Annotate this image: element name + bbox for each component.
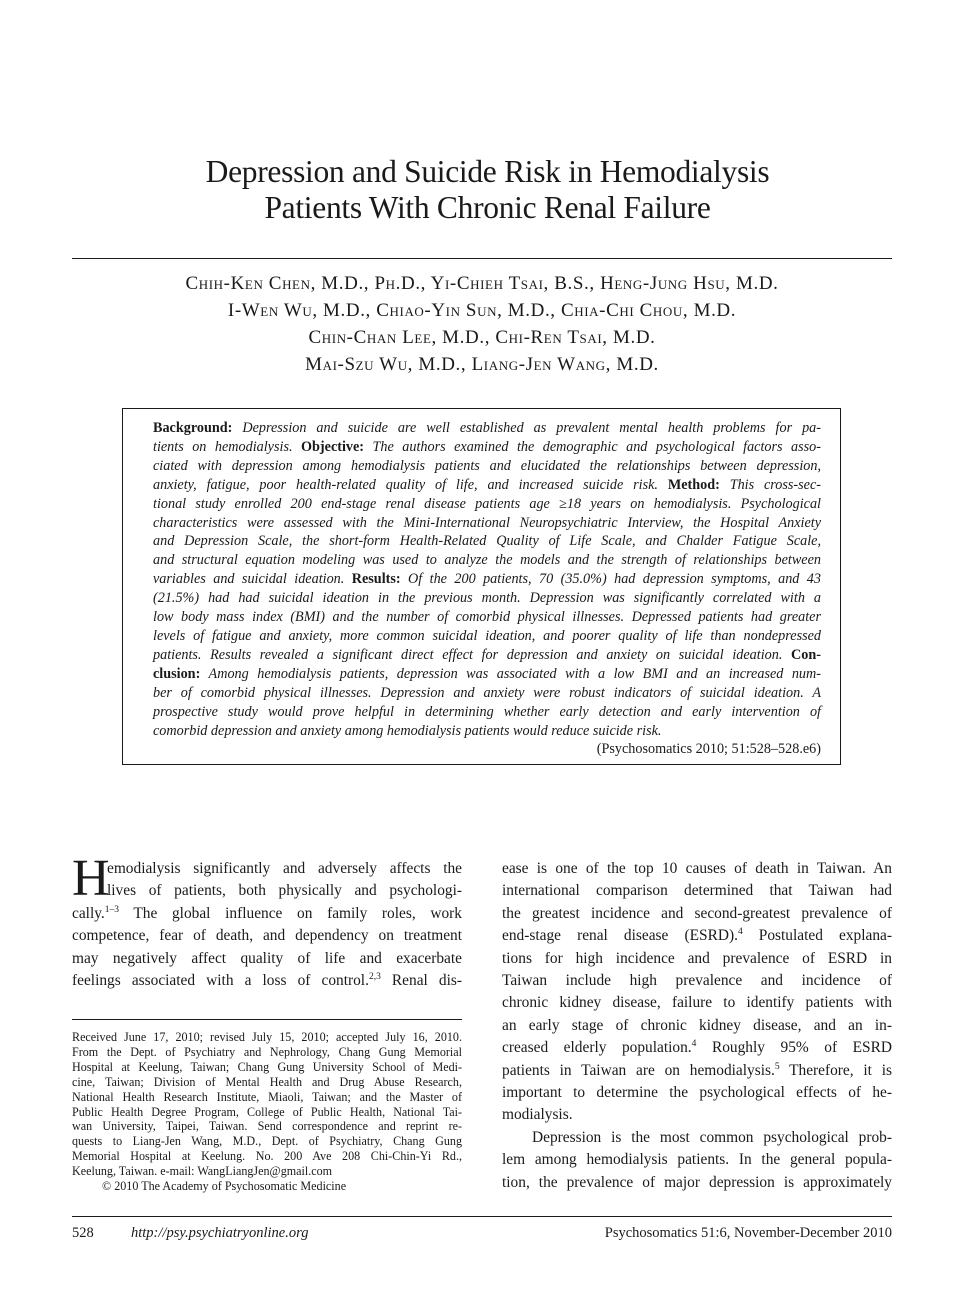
author-line-2: I-Wen Wu, M.D., Chiao-Yin Sun, M.D., Chia-Chi Chou, M.D.: [227, 300, 737, 321]
body-line: cally.$^{1-3}$ The global influence on family roles, work: [72, 904, 462, 922]
body-line: patients in Taiwan are on hemodialysis.$^5$ Therefore, it is: [502, 1061, 893, 1079]
abstract-line: ber of comorbid physical illnesses. Depression and anxiety were robust indicators of suicidal ideation. A: [153, 684, 821, 701]
reference-marker: 4: [737, 927, 743, 938]
body-column-right: [502, 858, 892, 1194]
results-label: Results:: [351, 571, 401, 588]
page-number: 528: [72, 1225, 94, 1241]
abstract-line: tional study enrolled 200 end-stage renal disease patients age ≥18 years on hemodialysis. Psychological: [153, 495, 821, 512]
body-line: emodialysis significantly and adversely affects the: [107, 860, 462, 877]
body-line: lives of patients, both physically and psychologi-: [107, 882, 462, 900]
author-list: [0, 270, 964, 378]
abstract-line: (21.5%) had had suicidal ideation in the previous month. Depression was significantly correlated with a: [153, 590, 821, 607]
footnote-line: National Health Research Institute, Miaoli, Taiwan; and the Master of: [72, 1089, 462, 1104]
body-line: international comparison determined that Taiwan had: [502, 882, 892, 900]
body-column-left: [72, 850, 462, 992]
footnote-rule: [72, 1019, 462, 1020]
footnote-line: Public Health Degree Program, College of Public Health, National Tai-: [72, 1104, 462, 1119]
abstract-line: clusion: Among hemodialysis patients, depression was associated with a low BMI and an increased num-: [153, 665, 821, 682]
abstract-line: prospective study would prove helpful in determining whether early detection and early intervention of: [153, 703, 821, 720]
background-label: Background:: [153, 420, 233, 436]
article-footnote: [72, 1030, 462, 1194]
footnote-line: quests to Liang-Jen Wang, M.D., Dept. of Psychiatry, Chang Gung: [72, 1134, 462, 1149]
copyright-notice: © 2010 The Academy of Psychosomatic Medicine: [102, 1179, 347, 1194]
footnote-line: From the Dept. of Psychiatry and Nephrology, Chang Gung Memorial: [72, 1044, 462, 1059]
footnote-line: Keelung, Taiwan. e-mail: WangLiangJen@gmail.com: [72, 1164, 333, 1179]
reference-marker: 1–3: [104, 904, 120, 915]
footer-rule: [72, 1216, 892, 1217]
title-line-1: Depression and Suicide Risk in Hemodialysis: [205, 154, 770, 189]
body-line: competence, fear of death, and dependency on treatment: [72, 927, 462, 945]
author-line-4: Mai-Szu Wu, M.D., Liang-Jen Wang, M.D.: [305, 354, 659, 375]
body-line: an early stage of chronic kidney disease, and an in-: [502, 1016, 892, 1034]
reference-marker: 5: [774, 1061, 780, 1072]
journal-citation: Psychosomatics 51:6, November-December 2010: [604, 1225, 892, 1241]
abstract-line: comorbid depression and anxiety among hemodialysis patients would reduce suicide risk.: [153, 722, 662, 739]
abstract-line: levels of fatigue and anxiety, more common suicidal ideation, and poorer quality of life than nondepressed: [153, 627, 821, 644]
objective-label: Objective:: [301, 438, 365, 455]
body-line: tion, the prevalence of major depression is approximately: [502, 1173, 892, 1191]
body-line: creased elderly population.$^4$ Roughly 95% of ESRD: [502, 1039, 892, 1057]
reference-marker: 2,3: [368, 972, 381, 983]
abstract-line: ciated with depression among hemodialysis patients and elucidated the relationships between depression,: [153, 457, 821, 474]
body-line: feelings associated with a loss of control.$^{2,3}$ Renal dis-: [72, 972, 462, 990]
body-line: important to determine the psychological effects of he-: [502, 1084, 892, 1102]
author-line-1: Chih-Ken Chen, M.D., Ph.D., Yi-Chieh Tsai, B.S., Heng-Jung Hsu, M.D.: [185, 273, 779, 294]
footnote-line: Hospital at Keelung, Taiwan; Chang Gung University School of Medi-: [72, 1059, 462, 1074]
abstract-line: anxiety, fatigue, poor health-related quality of life, and increased suicide risk. Method: This cross-sec-: [153, 476, 821, 493]
conclusion-label-cont: clusion:: [153, 665, 201, 682]
body-line: ease is one of the top 10 causes of death in Taiwan. An: [502, 860, 892, 877]
method-label: Method:: [667, 476, 720, 493]
drop-cap: H: [72, 850, 110, 907]
abstract-line: variables and suicidal ideation. Results: Of the 200 patients, 70 (35.0%) had depression symptoms, and 43: [153, 571, 821, 588]
body-line: tions for high incidence and prevalence of ESRD in: [502, 949, 892, 967]
footnote-line: cine, Taiwan; Division of Mental Health and Drug Abuse Research,: [72, 1074, 462, 1089]
body-line: the greatest incidence and second-greatest prevalence of: [502, 904, 892, 922]
abstract-line: Background: Depression and suicide are well established as prevalent mental health problems for pa-: [153, 420, 821, 436]
body-line: Taiwan include high prevalence and incidence of: [502, 972, 892, 990]
abstract-line: characteristics were assessed with the Mini-International Neuropsychiatric Interview, the Hospital Anxiety: [153, 514, 821, 531]
abstract-box: [122, 408, 841, 765]
title-rule: [72, 258, 892, 259]
footnote-line: wan University, Taipei, Taiwan. Send correspondence and reprint re-: [72, 1119, 462, 1134]
body-line: chronic kidney disease, failure to identify patients with: [502, 994, 892, 1012]
title-line-2: Patients With Chronic Renal Failure: [264, 190, 711, 225]
footnote-line: Memorial Hospital at Keelung. No. 200 Ave 208 Chi-Chin-Yi Rd.,: [72, 1149, 462, 1164]
body-line: lem among hemodialysis patients. In the general popula-: [502, 1151, 892, 1169]
reference-marker: 4: [691, 1039, 697, 1050]
body-line: end-stage renal disease (ESRD).$^4$ Postulated explana-: [502, 927, 893, 945]
conclusion-label: Con-: [791, 646, 822, 663]
footnote-line: Received June 17, 2010; revised July 15, 2010; accepted July 16, 2010.: [72, 1030, 462, 1044]
body-line: may negatively affect quality of life and exacerbate: [72, 949, 462, 967]
abstract-line: tients on hemodialysis. Objective: The authors examined the demographic and psychological factors asso-: [153, 438, 821, 455]
body-line: Depression is the most common psychological prob-: [532, 1128, 892, 1146]
abstract-line: and structural equation modeling was used to analyze the models and the strength of relationships between: [153, 552, 821, 569]
abstract-line: and Depression Scale, the short-form Health-Related Quality of Life Scale, and Chalder Fatigue Scale,: [153, 533, 821, 550]
author-line-3: Chin-Chan Lee, M.D., Chi-Ren Tsai, M.D.: [308, 327, 656, 348]
article-title: [0, 154, 975, 226]
abstract-line: patients. Results revealed a significant direct effect for depression and anxiety on suicidal ideation. Con-: [153, 646, 822, 663]
abstract-line: low body mass index (BMI) and the number of comorbid physical illnesses. Depressed patients had greater: [153, 609, 821, 626]
abstract-text: [153, 419, 821, 759]
abstract-citation: (Psychosomatics 2010; 51:528–528.e6): [596, 741, 821, 758]
body-line: modialysis.: [502, 1106, 573, 1124]
journal-url-link[interactable]: http://psy.psychiatryonline.org: [131, 1225, 309, 1241]
